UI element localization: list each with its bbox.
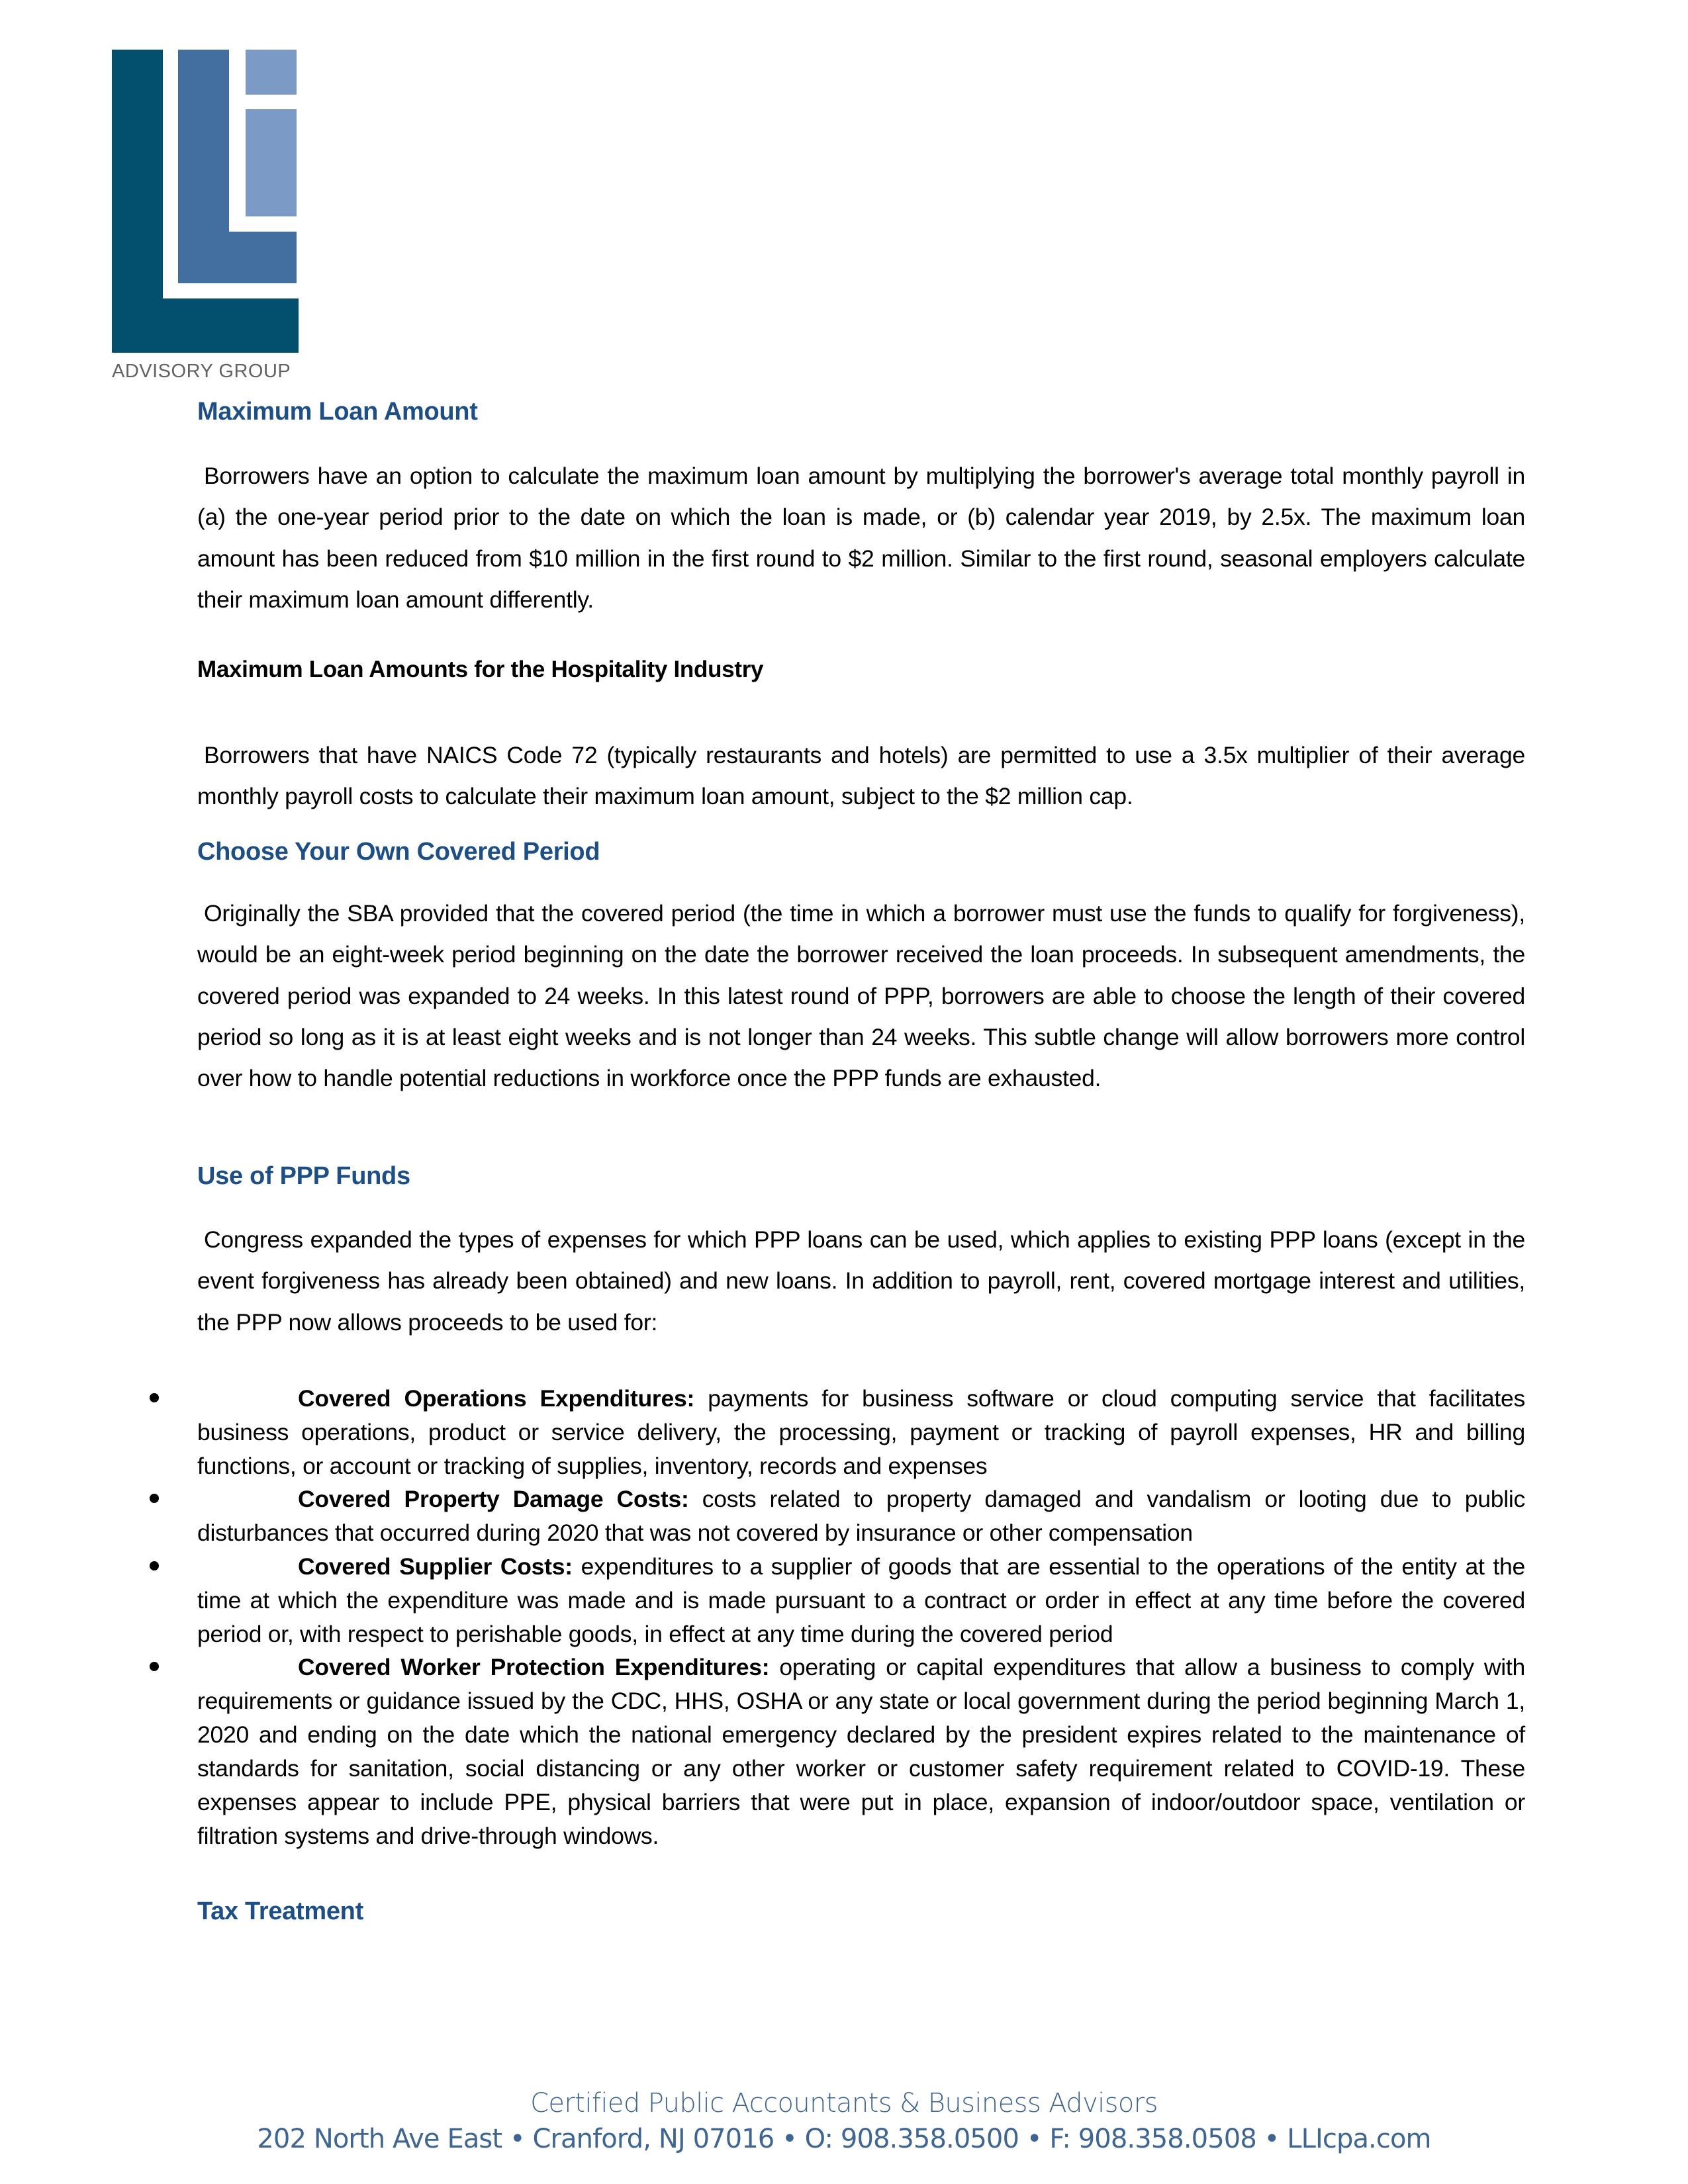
bullet-item-worker-protection	[197, 1651, 1525, 1853]
bullet-term: Covered Property Damage Costs:	[298, 1486, 689, 1512]
logo-dark-l-base	[112, 298, 299, 353]
bullet-text: expenditures to a supplier of goods that are essential to the operations of the entity at the time at which the expenditure was made and is made pursuant to a contract or order in effect at any time before the covered period or, with respect to perishable goods, in effect at any time during the covered period	[197, 1553, 1526, 1647]
bullet-icon	[150, 1393, 159, 1402]
heading-maximum-loan-amount: Maximum Loan Amount	[197, 398, 478, 426]
bullet-icon	[150, 1561, 159, 1570]
heading-use-of-ppp-funds: Use of PPP Funds	[197, 1162, 410, 1190]
paragraph-maximum-loan-amount	[197, 455, 1525, 620]
logo-i-stem	[246, 109, 297, 216]
bullet-icon	[150, 1494, 159, 1503]
bullet-item-property-damage	[197, 1482, 1525, 1550]
bullet-term: Covered Supplier Costs:	[298, 1553, 573, 1580]
paragraph-use-of-ppp-funds	[197, 1219, 1525, 1343]
bullet-item-supplier-costs	[197, 1550, 1525, 1651]
company-logo	[112, 50, 299, 381]
paragraph-covered-period	[197, 893, 1525, 1099]
bullet-item-operations	[197, 1382, 1525, 1483]
heading-tax-treatment: Tax Treatment	[197, 1897, 363, 1925]
bullet-icon	[150, 1662, 159, 1671]
logo-mid-l-base	[178, 232, 297, 283]
bullet-term: Covered Operations Expenditures:	[298, 1385, 695, 1412]
subheading-hospitality-industry: Maximum Loan Amounts for the Hospitality Industry	[197, 657, 764, 682]
paragraph-hospitality-industry	[197, 735, 1525, 817]
logo-subtitle: ADVISORY GROUP	[112, 361, 291, 382]
logo-i-dot	[246, 50, 297, 95]
bullet-text: payments for business software or cloud computing service that facilitates business operations, product or service delivery, the processing, payment or tracking of payroll expenses, HR and billing functions, or account or tracking of supplies, inventory, records and expenses	[197, 1385, 1525, 1479]
paragraph-text: Originally the SBA provided that the covered period (the time in which a borrower must use the funds to qualify for forgiveness), would be an eight-week period beginning on the date the borrower received the loan proceeds. In subsequent amendments, the covered period was expanded to 24 weeks. In this latest round of PPP, borrowers are able to choose the length of their covered period so long as it is at least eight weeks and is not longer than 24 weeks. This subtle change will allow borrowers more control over how to handle potential reductions in workforce once the PPP funds are exhausted.	[197, 900, 1525, 1092]
paragraph-text: Borrowers have an option to calculate the maximum loan amount by multiplying the borrower's average total monthly payroll in (a) the one-year period prior to the date on which the loan is made, or (b) calendar year 2019, by 2.5x. The maximum loan amount has been reduced from $10 million in the first round to $2 million. Similar to the first round, seasonal employers calculate their maximum loan amount differently.	[197, 463, 1525, 613]
paragraph-text: Congress expanded the types of expenses for which PPP loans can be used, which applies to existing PPP loans (except in the event forgiveness has already been obtained) and new loans. In addition to payroll, rent, covered mortgage interest and utilities, the PPP now allows proceeds to be used for:	[197, 1226, 1525, 1336]
footer-contact: 202 North Ave East • Cranford, NJ 07016 • O: 908.358.0500 • F: 908.358.0508 • LLIcpa.com	[257, 2124, 1431, 2154]
paragraph-text: Borrowers that have NAICS Code 72 (typically restaurants and hotels) are permitted to use a 3.5x multiplier of their average monthly payroll costs to calculate their maximum loan amount, subject to the $2 million cap.	[197, 742, 1525, 810]
bullet-text: costs related to property damaged and vandalism or looting due to public disturbances that occurred during 2020 that was not covered by insurance or other compensation	[197, 1486, 1525, 1546]
footer-tagline: Certified Public Accountants & Business Advisors	[530, 2088, 1158, 2118]
bullet-term: Covered Worker Protection Expenditures:	[298, 1654, 770, 1680]
bullet-text: operating or capital expenditures that allow a business to comply with requirements or guidance issued by the CDC, HHS, OSHA or any state or local government during the period beginning March 1, 2020 and ending on the date which the national emergency declared by the president expires related to the maintenance of standards for sanitation, social distancing or any other worker or customer safety requirement related to COVID-19. These expenses appear to include PPE, physical barriers that were put in place, expansion of indoor/outdoor space, ventilation or filtration systems and drive-through windows.	[197, 1654, 1525, 1849]
heading-covered-period: Choose Your Own Covered Period	[197, 838, 600, 866]
